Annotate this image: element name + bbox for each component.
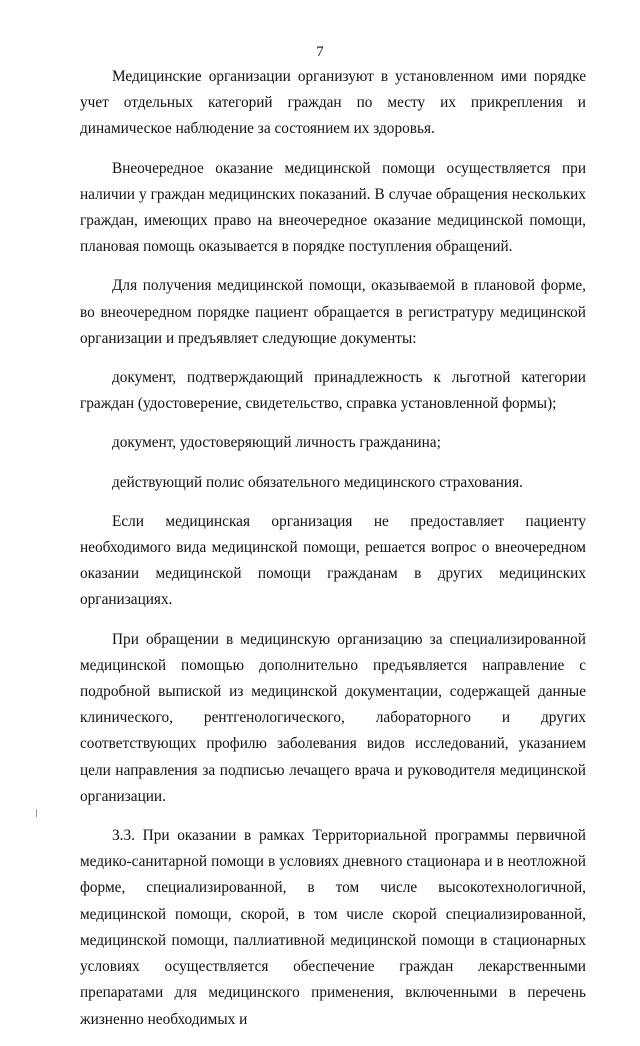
scan-edge-mark — [36, 809, 37, 817]
page-number: 7 — [316, 44, 324, 60]
paragraph-patient-registration: Медицинские организации организуют в установленном ими порядке учет отдельных категорий граждан по месту их прикрепления и динамическое наблюдение за состоянием их здоровья. — [80, 68, 586, 138]
paragraph-required-documents: Для получения медицинской помощи, оказываемой в плановой форме, во внеочередном порядке пациент обращается в регистратуру медицинской организации и предъявляет следующие документы: — [80, 277, 586, 347]
list-item-insurance-policy: действующий полис обязательного медицинского страхования. — [112, 473, 523, 491]
paragraph-other-organizations: Если медицинская организация не предоставляет пациенту необходимого вида медицинской помощи, решается вопрос о внеочередном оказании медицинской помощи гражданам в других медицинских организациях. — [80, 512, 586, 609]
paragraph-specialized-care-referral: При обращении в медицинскую организацию за специализированной медицинской помощью дополнительно предъявляется направление с подробной выпиской из медицинской документации, содержащей данные клинического, рентгенологического, лабораторного и других соответствующих профилю заболевания видов исследований, указанием цели направления за подписью лечащего врача и руководителя медицинской организации. — [80, 630, 586, 805]
list-item-identity-document: документ, удостоверяющий личность гражданина; — [112, 434, 441, 452]
body-text — [80, 64, 586, 1046]
list-item-benefit-document: документ, подтверждающий принадлежность к льготной категории граждан (удостоверение, свидетельство, справка установленной формы); — [80, 369, 586, 413]
paragraph-priority-care: Внеочередное оказание медицинской помощи осуществляется при наличии у граждан медицинских показаний. В случае обращения нескольких граждан, имеющих право на внеочередное оказание медицинской помощи, плановая помощь оказывается в порядке поступления обращений. — [80, 159, 586, 256]
paragraph-section-3-3: 3.3. При оказании в рамках Территориальной программы первичной медико-санитарной помощи в условиях дневного стационара и в неотложной форме, специализированной, в том числе высокотехнологичной, медицинской помощи, скорой, в том числе скорой специализированной, медицинской помощи, паллиативной медицинской помощи в стационарных условиях осуществляется обеспечение граждан лекарственными препаратами для медицинского применения, включенными в перечень жизненно необходимых и — [80, 827, 586, 1028]
